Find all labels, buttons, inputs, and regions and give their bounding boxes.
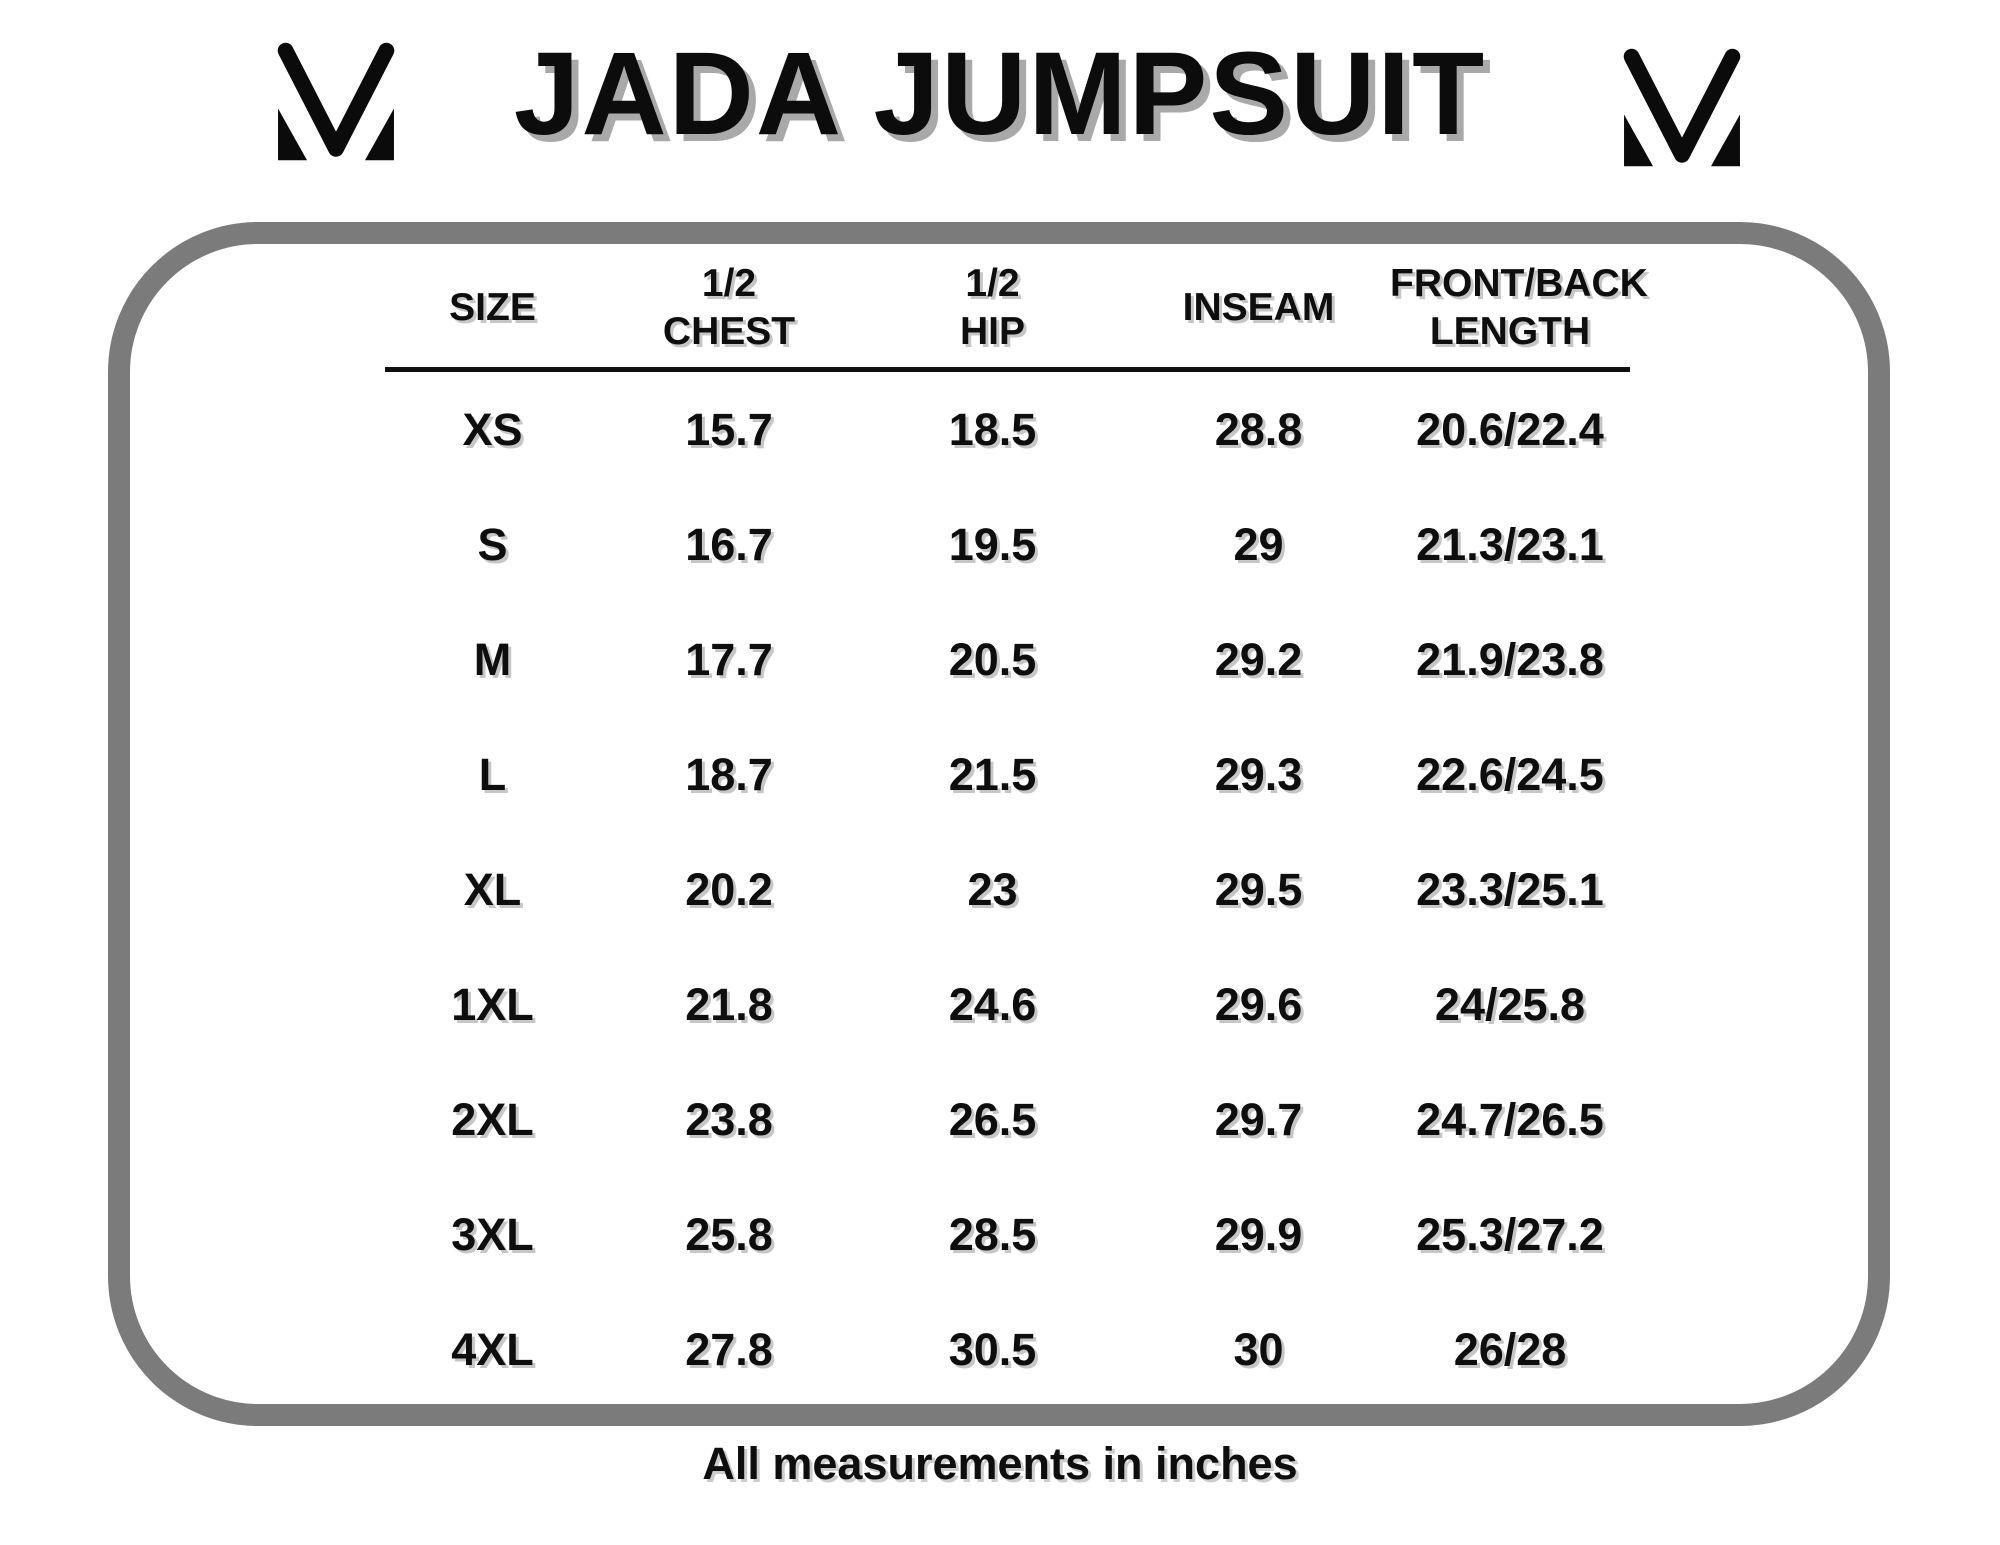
m-checkmark-logo-icon (1612, 44, 1752, 170)
length-cell: 22.6/24.5 (1416, 748, 1604, 800)
column-header-half-hip: 1/2 HIP (959, 261, 1025, 353)
length-cell: 25.3/27.2 (1416, 1208, 1604, 1260)
size-cell: L (478, 748, 507, 800)
table-row (385, 372, 1630, 487)
column-header-front-back-length: FRONT/BACK LENGTH (1390, 261, 1648, 353)
hip-cell: 20.5 (948, 633, 1037, 685)
length-cell: 20.6/22.4 (1416, 403, 1604, 455)
table-row (385, 1292, 1630, 1407)
chest-cell: 15.7 (685, 403, 773, 455)
size-cell: 1XL (451, 978, 534, 1030)
inseam-cell: 29.2 (1214, 633, 1303, 685)
hip-cell: 23 (967, 863, 1018, 915)
inseam-cell: 29.6 (1214, 978, 1303, 1030)
size-cell: 4XL (451, 1323, 534, 1375)
size-cell: XL (463, 863, 522, 915)
length-cell: 24/25.8 (1434, 978, 1586, 1030)
inseam-cell: 29.9 (1214, 1208, 1303, 1260)
size-cell: 3XL (451, 1208, 534, 1260)
chest-cell: 18.7 (685, 748, 773, 800)
size-table (385, 248, 1648, 1407)
table-row (385, 947, 1630, 1062)
size-cell: 2XL (451, 1093, 534, 1145)
table-header-row (385, 248, 1648, 372)
size-cell: S (477, 518, 508, 570)
inseam-cell: 30 (1233, 1323, 1284, 1375)
inseam-cell: 29.3 (1214, 748, 1303, 800)
inseam-cell: 28.8 (1214, 403, 1303, 455)
size-cell: XS (462, 403, 523, 455)
hip-cell: 24.6 (948, 978, 1037, 1030)
chest-cell: 23.8 (685, 1093, 773, 1145)
table-row (385, 832, 1630, 947)
hip-cell: 30.5 (948, 1323, 1037, 1375)
page-title: JADA JUMPSUIT (513, 28, 1487, 160)
length-cell: 21.9/23.8 (1416, 633, 1604, 685)
hip-cell: 28.5 (948, 1208, 1037, 1260)
chest-cell: 20.2 (685, 863, 773, 915)
length-cell: 21.3/23.1 (1416, 518, 1604, 570)
hip-cell: 26.5 (948, 1093, 1037, 1145)
table-row (385, 1177, 1630, 1292)
measurements-note: All measurements in inches (702, 1438, 1298, 1489)
table-row (385, 487, 1630, 602)
chest-cell: 17.7 (685, 633, 773, 685)
chest-cell: 16.7 (685, 518, 773, 570)
chest-cell: 27.8 (685, 1323, 773, 1375)
length-cell: 23.3/25.1 (1416, 863, 1604, 915)
chest-cell: 21.8 (685, 978, 773, 1030)
inseam-cell: 29.5 (1214, 863, 1303, 915)
column-header-inseam: INSEAM (1182, 285, 1335, 329)
length-cell: 24.7/26.5 (1416, 1093, 1604, 1145)
table-row (385, 602, 1630, 717)
hip-cell: 21.5 (948, 748, 1037, 800)
inseam-cell: 29 (1233, 518, 1284, 570)
inseam-cell: 29.7 (1214, 1093, 1303, 1145)
table-row (385, 717, 1630, 832)
column-header-size: SIZE (449, 285, 536, 329)
hip-cell: 19.5 (948, 518, 1037, 570)
table-row (385, 1062, 1630, 1177)
chest-cell: 25.8 (685, 1208, 773, 1260)
size-cell: M (473, 633, 512, 685)
length-cell: 26/28 (1453, 1323, 1567, 1375)
hip-cell: 18.5 (948, 403, 1037, 455)
column-header-half-chest: 1/2 CHEST (662, 261, 796, 353)
